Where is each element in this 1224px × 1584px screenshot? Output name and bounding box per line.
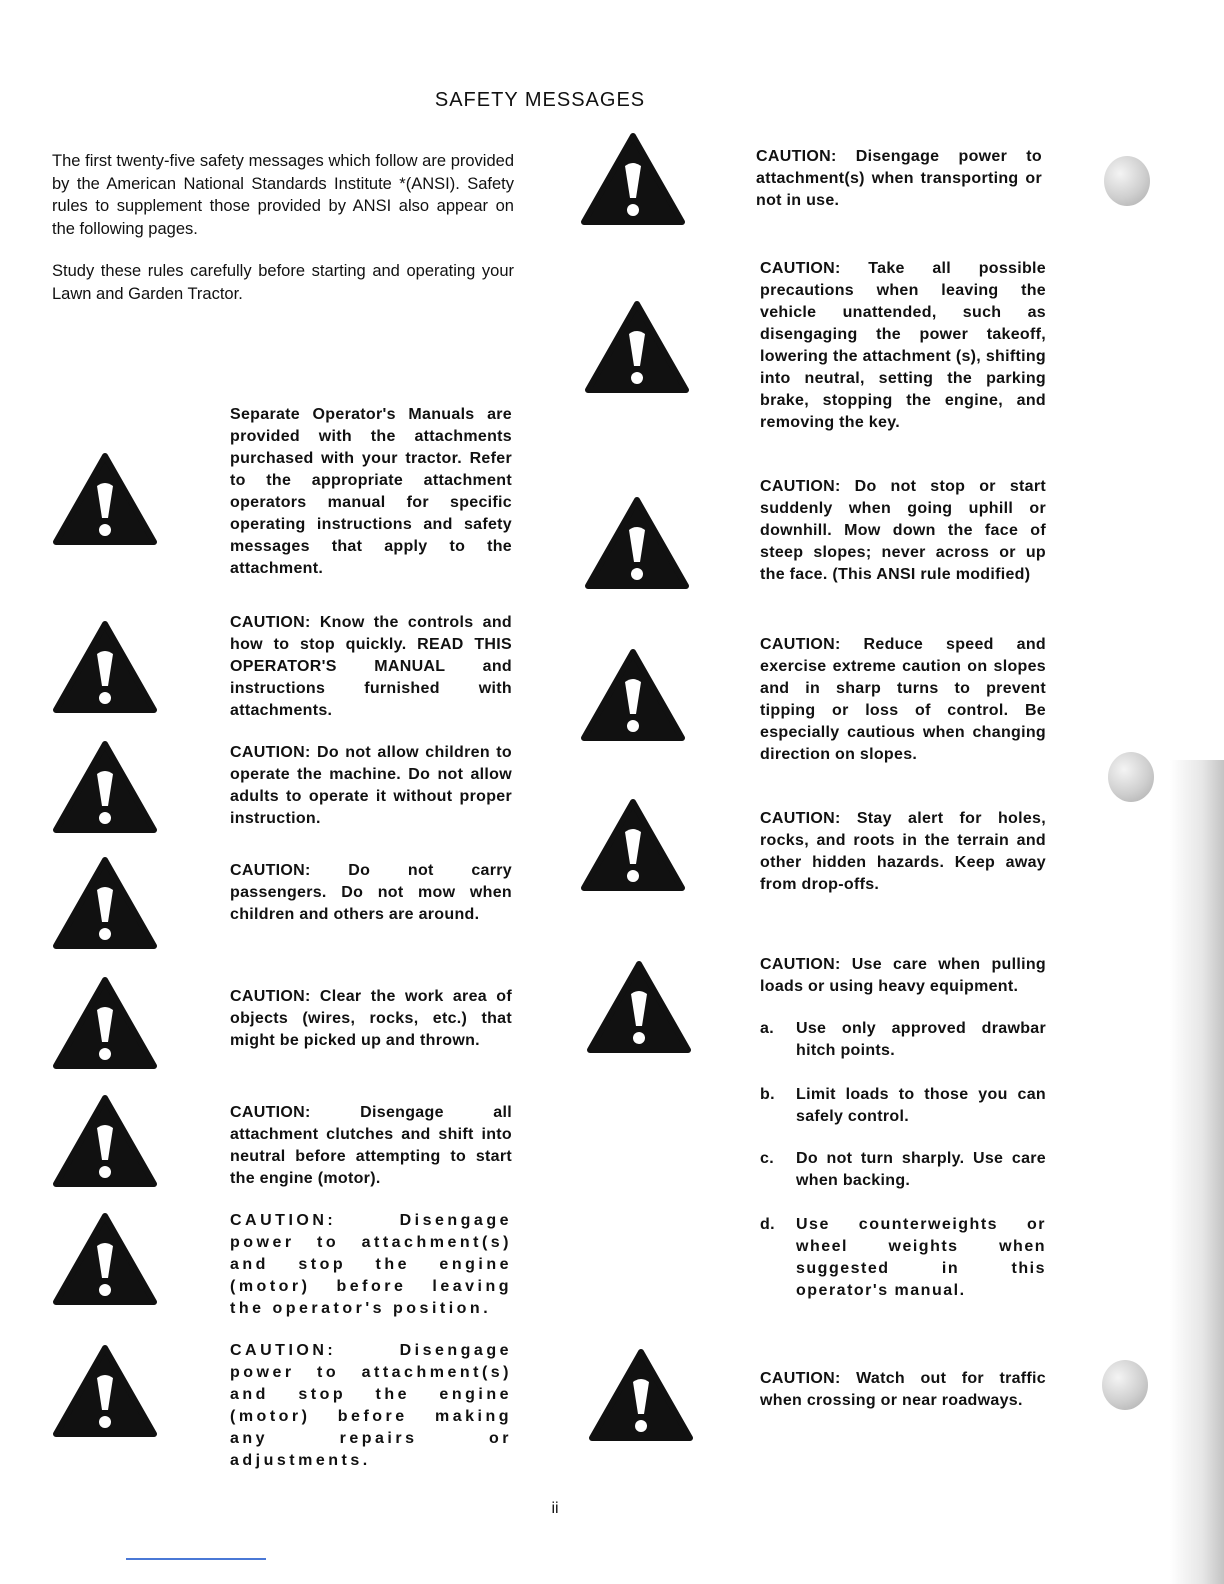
list-item-letter: b. <box>760 1086 775 1103</box>
list-item <box>760 1214 1046 1302</box>
caution-disengage-clutches: CAUTION: Disengage all attachment clutches and shift into neutral before attempting to start the engine (motor). <box>230 1104 512 1187</box>
binder-hole <box>1104 156 1150 206</box>
caution-disengage-transporting: CAUTION: Disengage power to attachment(s) when transporting or not in use. <box>756 148 1042 209</box>
warning-triangle-icon <box>52 1344 158 1438</box>
binder-hole <box>1102 1360 1148 1410</box>
binder-hole <box>1108 752 1154 802</box>
warning-triangle-icon <box>52 740 158 834</box>
caution-children: CAUTION: Do not allow children to operate the machine. Do not allow adults to operate it without proper instruction. <box>230 744 512 827</box>
caution-pulling-loads: CAUTION: Use care when pulling loads or using heavy equipment. <box>760 956 1046 995</box>
list-item-letter: a. <box>760 1020 774 1037</box>
intro-paragraph-2: Study these rules carefully before starting and operating your Lawn and Garden Tractor. <box>52 262 514 303</box>
caution-repairs: CAUTION: Disengage power to attachment(s) and stop the engine (motor) before making any repairs or adjustments. <box>230 1342 512 1469</box>
caution-traffic: CAUTION: Watch out for traffic when crossing or near roadways. <box>760 1370 1046 1409</box>
caution-unattended-vehicle: CAUTION: Take all possible precautions when leaving the vehicle unattended, such as disengaging the power takeoff, lowering the attachment (s), shifting into neutral, setting the parking brake, stopping the engine, and removing the key. <box>760 260 1046 431</box>
list-item-text: Do not turn sharply. Use care when backing. <box>796 1150 1046 1189</box>
warning-triangle-icon <box>586 960 692 1054</box>
warning-triangle-icon <box>52 976 158 1070</box>
caution-know-controls: CAUTION: Know the controls and how to stop quickly. READ THIS OPERATOR'S MANUAL and instructions furnished with attachments. <box>230 614 512 719</box>
warning-triangle-icon <box>584 496 690 590</box>
warning-triangle-icon <box>52 620 158 714</box>
intro-paragraph-1: The first twenty-five safety messages which follow are provided by the American National Standards Institute *(ANSI). Safety rules to supplement those provided by ANSI also appear on the following pages. <box>52 152 514 238</box>
warning-triangle-icon <box>580 798 686 892</box>
list-item <box>760 1018 1046 1062</box>
list-item-letter: c. <box>760 1150 774 1167</box>
list-item <box>760 1084 1046 1128</box>
caution-hills: CAUTION: Do not stop or start suddenly when going uphill or downhill. Mow down the face of steep slopes; never across or up the face. (This ANSI rule modified) <box>760 478 1046 583</box>
warning-triangle-icon <box>52 452 158 546</box>
caution-reduce-speed: CAUTION: Reduce speed and exercise extreme caution on slopes and in sharp turns to prevent tipping or loss of control. Be especially cautious when changing direction on slopes. <box>760 636 1046 763</box>
page-edge-shadow <box>1170 760 1224 1584</box>
list-item-text: Use only approved drawbar hitch points. <box>796 1020 1046 1059</box>
list-item-text: Limit loads to those you can safely control. <box>796 1086 1046 1125</box>
list-item <box>760 1148 1046 1192</box>
page-title: SAFETY MESSAGES <box>434 89 646 112</box>
warning-triangle-icon <box>52 1094 158 1188</box>
warning-triangle-icon <box>52 856 158 950</box>
caution-clear-work-area: CAUTION: Clear the work area of objects (wires, rocks, etc.) that might be picked up and thrown. <box>230 988 512 1049</box>
warning-triangle-icon <box>584 300 690 394</box>
list-item-letter: d. <box>760 1216 775 1233</box>
operator-manuals-note: Separate Operator's Manuals are provided with the attachments purchased with your tractor. Refer to the appropriate attachment operators manual for specific operating instructions and safety messages that apply to the attachment. <box>230 406 512 577</box>
scan-mark <box>126 1558 266 1560</box>
page-number: ii <box>551 1500 559 1517</box>
warning-triangle-icon <box>580 132 686 226</box>
caution-stay-alert: CAUTION: Stay alert for holes, rocks, and roots in the terrain and other hidden hazards. Keep away from drop-offs. <box>760 810 1046 893</box>
warning-triangle-icon <box>580 648 686 742</box>
warning-triangle-icon <box>52 1212 158 1306</box>
warning-triangle-icon <box>588 1348 694 1442</box>
caution-leaving-position: CAUTION: Disengage power to attachment(s) and stop the engine (motor) before leaving the operator's position. <box>230 1212 512 1317</box>
list-item-text: Use counterweights or wheel weights when suggested in this operator's manual. <box>796 1216 1046 1299</box>
caution-passengers: CAUTION: Do not carry passengers. Do not mow when children and others are around. <box>230 862 512 923</box>
